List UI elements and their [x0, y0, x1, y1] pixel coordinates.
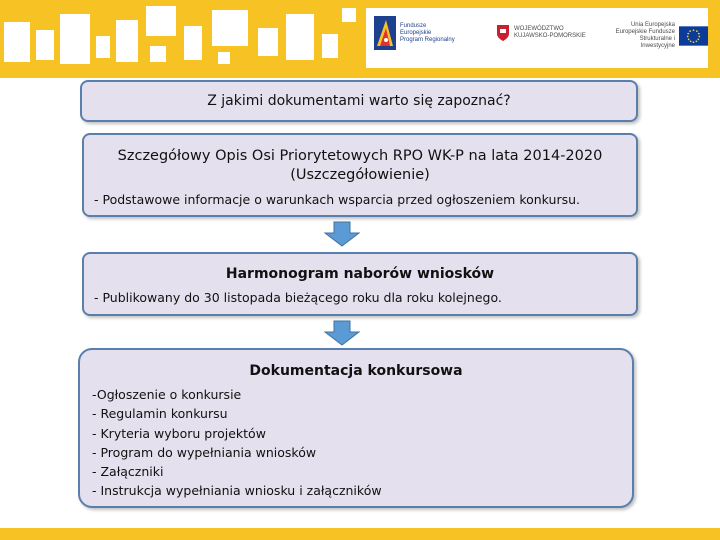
list-item: -Ogłoszenie o konkursie	[92, 387, 242, 402]
bottom-decorative-band	[0, 528, 720, 540]
down-arrow-icon	[324, 320, 360, 346]
decor-square	[36, 30, 54, 60]
decor-square	[4, 22, 30, 62]
decor-square	[184, 26, 202, 60]
decor-square	[218, 52, 230, 64]
harmonogram-box	[82, 252, 638, 316]
decor-square	[150, 46, 166, 62]
decor-square	[146, 6, 176, 36]
ue-logo-text: Unia Europejska Europejskie Fundusze Strukturalne i Inwestycyjne	[615, 22, 675, 49]
fe-logo-text: Fundusze Europejskie Program Regionalny	[400, 22, 455, 43]
decor-square	[116, 20, 138, 62]
down-arrow-icon	[324, 221, 360, 247]
dokumentacja-box	[78, 348, 634, 508]
list-item: - Instrukcja wypełniania wniosku i załączników	[92, 483, 382, 499]
dokumentacja-list	[92, 385, 382, 501]
sop-box	[82, 133, 638, 217]
list-item: - Kryteria wyboru projektów	[92, 425, 266, 441]
harmonogram-box-line: - Publikowany do 30 listopada bieżącego roku dla roku kolejnego.	[94, 290, 502, 305]
fundusze-europejskie-logo	[374, 16, 455, 50]
decor-square	[342, 8, 356, 22]
fe-logo-icon	[374, 16, 396, 50]
decor-square	[258, 28, 278, 56]
list-item: - Regulamin konkursu	[92, 406, 228, 422]
logo-panel	[366, 8, 708, 68]
decor-square	[96, 36, 110, 58]
eu-flag-icon	[679, 26, 708, 46]
kujawsko-pomorskie-logo	[496, 24, 586, 42]
dokumentacja-box-title: Dokumentacja konkursowa	[249, 363, 463, 379]
decor-square	[60, 14, 90, 64]
decor-square	[286, 14, 314, 60]
unia-europejska-logo	[606, 22, 708, 50]
list-item: - Załączniki	[92, 464, 164, 480]
question-box	[80, 80, 638, 122]
list-item: - Program do wypełniania wniosków	[92, 444, 317, 460]
sop-box-line: - Podstawowe informacje o warunkach wsparcia przed ogłoszeniem konkursu.	[94, 192, 581, 207]
harmonogram-box-title: Harmonogram naborów wniosków	[225, 266, 495, 282]
kp-logo-text: WOJEWÓDZTWO KUJAWSKO-POMORSKIE	[514, 26, 586, 39]
coat-of-arms-icon	[496, 24, 510, 42]
decor-square	[322, 34, 338, 58]
decor-square	[212, 10, 248, 46]
sop-box-title: Szczegółowy Opis Osi Priorytetowych RPO WK-P na lata 2014-2020 (Uszczegółowienie)	[117, 148, 603, 183]
question-text: Z jakimi dokumentami warto się zapoznać?	[207, 93, 511, 109]
